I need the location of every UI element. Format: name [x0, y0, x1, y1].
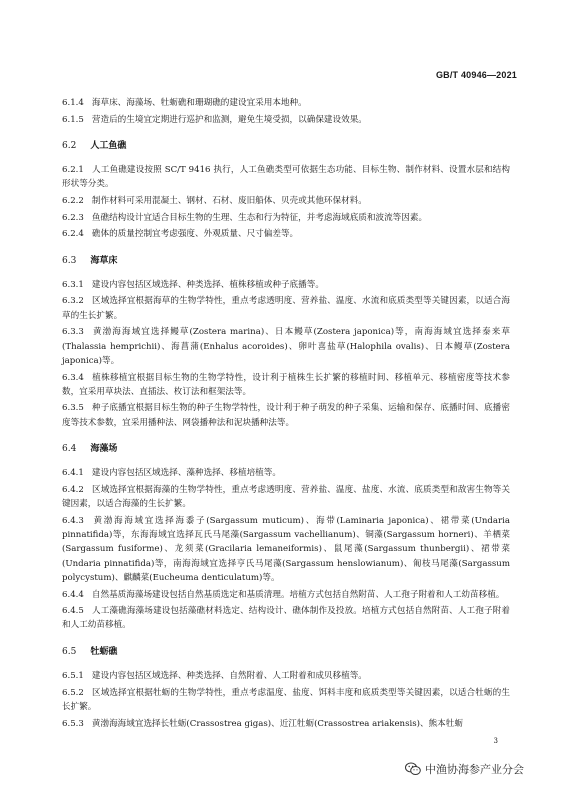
clause-number: 6.5.2: [62, 687, 84, 698]
clause-number: 6.2.3: [62, 212, 84, 223]
clause-text: 人工鱼礁建设按照 SC/T 9416 执行，人工鱼礁类型可依据生态功能、目标生物、制作材料、设置水层和结构形状等分类。: [62, 165, 510, 190]
clause-paragraph: [62, 194, 510, 208]
clause-paragraph: [62, 278, 510, 292]
clause-text: 建设内容包括区域选择、种类选择、自然附着、人工附着和成贝移植等。: [91, 671, 367, 682]
clause-text: 植株移植宜根据目标生物的生物学特性，设计利于植株生长扩繁的移植时间、移植单元、移植密度等技术参数，宜采用草块法、直插法、枚订法和框架法等。: [62, 372, 510, 397]
clause-number: 6.4.4: [62, 589, 84, 600]
clause-number: 6.4.3: [62, 515, 84, 526]
clause-paragraph: [62, 717, 510, 731]
document-body: [62, 96, 510, 731]
clause-text: 营造后的生境宜定期进行巡护和监测，避免生境受损，以确保建设效果。: [91, 114, 367, 125]
clause-paragraph: [62, 483, 510, 512]
clause-paragraph: [62, 113, 510, 127]
clause-paragraph: [62, 686, 510, 715]
clause-number: 6.1.5: [62, 114, 84, 125]
clause-number: 6.2: [62, 140, 77, 151]
section-heading: [62, 254, 510, 268]
clause-paragraph: [62, 96, 510, 110]
clause-number: 6.5: [62, 646, 77, 657]
clause-text: 种子底播宜根据目标生物的种子生物学特性，设计利于种子萌发的种子采集、运输和保存、底播时间、底播密度等技术参数，宜采用播种法、网袋播种法和泥块播种法等。: [62, 403, 510, 428]
heading-text: 人工鱼礁: [90, 140, 127, 151]
clause-number: 6.3.5: [62, 403, 84, 414]
clause-paragraph: [62, 227, 510, 241]
clause-number: 6.4: [62, 444, 77, 455]
heading-text: 牡蛎礁: [90, 646, 118, 657]
clause-paragraph: [62, 211, 510, 225]
clause-text: 黄渤海海域宜选择长牡蛎(Crassostrea gigas)、近江牡蛎(Crassostrea ariakensis)、熊本牡蛎: [91, 718, 463, 729]
heading-text: 海藻场: [90, 444, 118, 455]
clause-number: 6.2.1: [62, 165, 84, 176]
clause-number: 6.5.1: [62, 671, 84, 682]
clause-text: 建设内容包括区域选择、藻种选择、移植培植等。: [91, 468, 281, 479]
clause-paragraph: [62, 325, 510, 368]
clause-number: 6.3.4: [62, 372, 84, 383]
clause-paragraph: [62, 294, 510, 323]
clause-number: 6.2.2: [62, 196, 84, 207]
clause-text: 区域选择宜根据海藻的生物学特性，重点考虑透明度、营养盐、温度、盐度、水流、底质类型和敌害生物等关键因素，以适合海藻的生长扩繁。: [62, 484, 510, 510]
clause-number: 6.2.4: [62, 229, 84, 240]
clause-text: 人工藻礁海藻场建设包括藻礁材料选定、结构设计、礁体制作及投放。培植方式包括自然附苗、人工孢子附着和人工幼苗移植。: [62, 606, 510, 631]
clause-number: 6.4.5: [62, 606, 84, 617]
clause-text: 建设内容包括区域选择、种类选择、植株移植或种子底播等。: [91, 279, 324, 290]
clause-paragraph: [62, 401, 510, 430]
clause-text: 黄渤海海域宜选择鳗草(Zostera marina)、日本鳗草(Zostera japonica)等，南海海域宜选择泰来草(Thalassia hemprichii)、海菖蒲(Enhalus acoroides)、卵叶喜盐草(Halophila ovalis)、日本鳗草(Zostera japonica)等。: [62, 327, 510, 366]
clause-text: 礁体的质量控制宜考虑强度、外观质量、尺寸偏差等。: [91, 229, 299, 240]
clause-text: 自然基质海藻场建设包括自然基质选定和基质清理。培植方式包括自然附苗、人工孢子附着和人工幼苗移植。: [91, 589, 505, 600]
watermark: [405, 761, 524, 777]
page-number: 3: [493, 737, 498, 745]
clause-paragraph: [62, 604, 510, 633]
clause-number: 6.5.3: [62, 718, 84, 729]
wechat-icon: [405, 762, 421, 776]
clause-number: 6.4.1: [62, 468, 84, 479]
section-heading: [62, 139, 510, 153]
clause-text: 黄渤海海域宜选择海黍子(Sargassum muticum)、海带(Laminaria japonica)、裙带菜(Undaria pinnatifida)等，东海海域宜选择瓦氏马尾藻(Sargassum vachellianum)、铜藻(Sargassum horneri)、羊栖菜(Sargassum fusiforme)、龙须菜(Gracilaria lemaneiformis)、鼠尾藻(Sargassum thunbergii)、裙带菜(Undaria pinnatifida)等，南海海域宜选择亨氏马尾藻(Sargassum henslowianum)、匍枝马尾藻(Sargassum polycystum)、麒麟菜(Eucheuma denticulatum)等。: [62, 515, 510, 583]
clause-number: 6.3: [62, 255, 77, 266]
heading-text: 海草床: [90, 255, 118, 266]
clause-paragraph: [62, 514, 510, 585]
clause-text: 海草床、海藻场、牡蛎礁和珊瑚礁的建设宜采用本地种。: [91, 98, 307, 108]
clause-paragraph: [62, 371, 510, 400]
clause-text: 区域选择宜根据海草的生物学特性，重点考虑透明度、营养盐、温度、水流和底质类型等关键因素，以适合海草的生长扩繁。: [62, 296, 510, 321]
standard-code: GB/T 40946—2021: [435, 70, 517, 80]
clause-paragraph: [62, 163, 510, 192]
clause-text: 制作材料可采用混凝土、钢材、石材、废旧船体、贝壳或其他环保材料。: [91, 196, 367, 207]
clause-text: 鱼礁结构设计宜适合目标生物的生理、生态和行为特征，并考虑海域底质和波流等因素。: [91, 212, 428, 223]
clause-number: 6.3.3: [62, 327, 84, 338]
watermark-text: 中渔协海参产业分会: [425, 763, 524, 776]
clause-number: 6.1.4: [62, 98, 84, 108]
clause-number: 6.3.2: [62, 296, 84, 307]
clause-number: 6.4.2: [62, 484, 84, 495]
section-heading: [62, 442, 510, 456]
clause-text: 区域选择宜根据牡蛎的生物学特性，重点考虑温度、盐度、饵料丰度和底质类型等关键因素，以适合牡蛎的生长扩繁。: [62, 687, 510, 712]
clause-paragraph: [62, 669, 510, 683]
clause-paragraph: [62, 588, 510, 602]
clause-paragraph: [62, 466, 510, 480]
section-heading: [62, 645, 510, 659]
clause-number: 6.3.1: [62, 279, 84, 290]
